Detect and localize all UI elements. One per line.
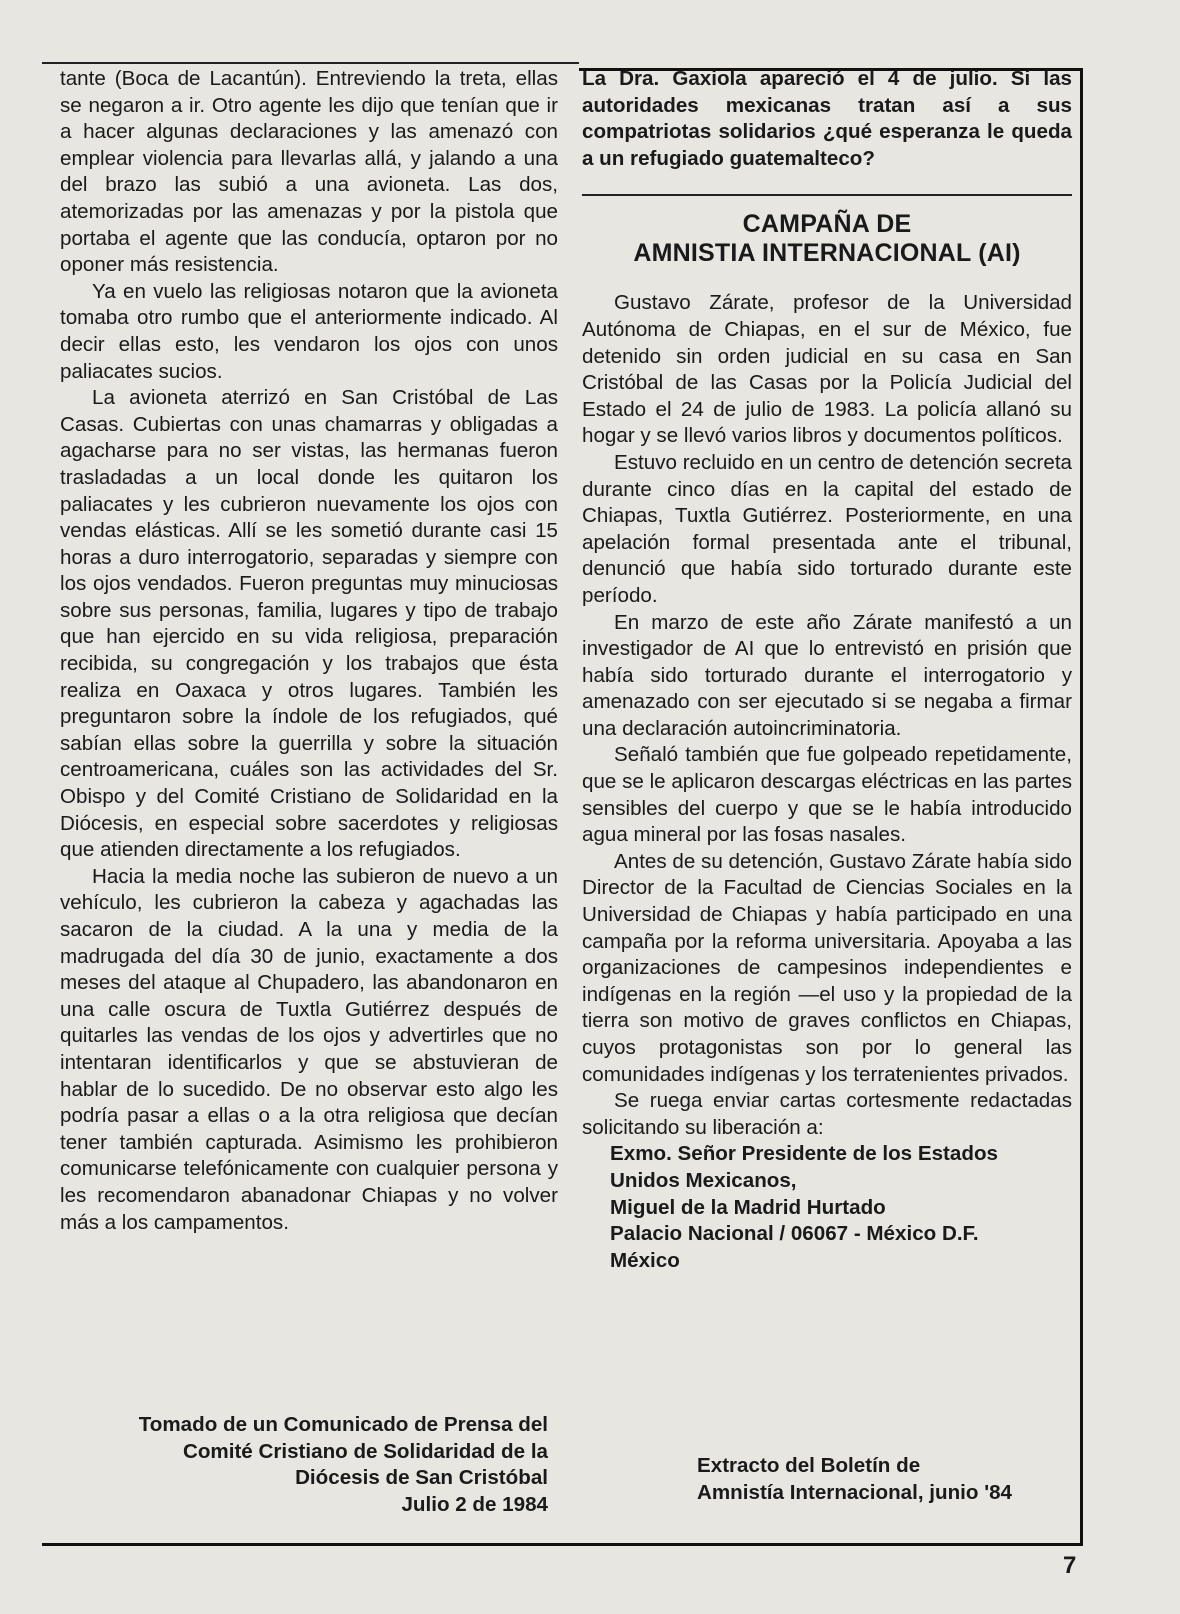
left-source-credit <box>60 1412 548 1518</box>
right-column <box>582 66 1072 1274</box>
headline-line: CAMPAÑA DE <box>742 210 912 239</box>
left-column <box>60 66 558 1236</box>
headline-line: AMNISTIA INTERNACIONAL (AI) <box>633 239 1021 268</box>
page-number: 7 <box>1063 1552 1077 1579</box>
address-line: Palacio Nacional / 06067 - México D.F. <box>610 1222 979 1246</box>
right-source-line: Amnistía Internacional, junio '84 <box>697 1480 1013 1504</box>
left-paragraph-2: Ya en vuelo las religiosas notaron que la avioneta tomaba otro rumbo que el anteriormente indicado. Al decir ellas esto, les vendaron los ojos con unos paliacates sucios. <box>60 279 558 383</box>
right-paragraph-4: Señaló también que fue golpeado repetidamente, que se le aplicaron descargas eléctricas en las partes sensibles del cuerpo y que se le había introducido agua mineral por las fosas nasales. <box>582 743 1072 847</box>
mailing-address <box>610 1141 1072 1274</box>
section-headline <box>582 210 1072 268</box>
address-line: México <box>610 1248 680 1272</box>
right-border-rule <box>1080 68 1083 1546</box>
left-source-line: Diócesis de San Cristóbal <box>295 1466 548 1490</box>
right-paragraph-5: Antes de su detención, Gustavo Zárate había sido Director de la Facultad de Ciencias Sociales en la Universidad de Chiapas y había participado en una campaña por la reforma universitaria. Apoyaba a las organizaciones de campesinos independientes e indígenas en la región —el uso y la propiedad de la tierra son motivo de graves conflictos en Chiapas, cuyos protagonistas son por lo general las comunidades indígenas y los terratenientes privados. <box>582 849 1072 1086</box>
lead-paragraph: La Dra. Gaxiola apareció el 4 de julio. Si las autoridades mexicanas tratan así a sus compatriotas solidarios ¿qué esperanza le queda a un refugiado guatemalteco? <box>582 67 1072 170</box>
right-source-credit <box>697 1453 1067 1506</box>
left-paragraph-4: Hacia la media noche las subieron de nuevo a un vehículo, les cubrieron la cabeza y agachadas las sacaron de la ciudad. A la una y media de la madrugada del día 30 de junio, exactamente a dos meses del ataque al Chupadero, las abandonaron en una calle oscura de Tuxtla Gutiérrez después de quitarles las vendas de los ojos y advertirles que no intentaran identificarlos y que se abstuvieran de hablar de lo sucedido. De no observar esto algo les podría pasar a ellas o a la otra religiosa que decían tener también capturada. Asimismo les prohibieron comunicarse telefónicamente con cualquier persona y les recomendaron abanadonar Chiapas y no volver más a los campamentos. <box>60 864 558 1234</box>
left-source-line: Comité Cristiano de Solidaridad de la <box>182 1439 548 1463</box>
right-paragraph-6: Se ruega enviar cartas cortesmente redactadas solicitando su liberación a: <box>582 1089 1072 1139</box>
left-source-line: Julio 2 de 1984 <box>401 1492 548 1516</box>
right-paragraph-2: Estuvo recluido en un centro de detención secreta durante cinco días en la capital del estado de Chiapas, Tuxtla Gutiérrez. Posteriormente, en una apelación formal presentada ante el tribunal, denunció que había sido torturado durante este período. <box>582 450 1072 607</box>
address-line: Exmo. Señor Presidente de los Estados <box>610 1142 998 1166</box>
left-paragraph-3: La avioneta aterrizó en San Cristóbal de Las Casas. Cubiertas con unas chamarras y obligadas a agacharse para no ser vistas, las hermanas fueron trasladadas a un local donde les quitaron los paliacates y les cubrieron nuevamente los ojos con vendas elásticas. Allí se les sometió durante casi 15 horas a duro interrogatorio, separadas y siempre con los ojos vendados. Fueron preguntas muy minuciosas sobre sus personas, familia, lugares y tipo de trabajo que han ejercido en su vida religiosa, preparación recibida, su congregación y los trabajos que ésta realiza en Oaxaca y otros lugares. También les preguntaron sobre la índole de los refugiados, qué sabían ellas sobre la guerrilla y sobre la situación centroamericana, cuáles son las actividades del Sr. Obispo y del Comité Cristiano de Solidaridad en la Diócesis, en especial sobre sacerdotes y religiosas que atienden directamente a los refugiados. <box>60 386 558 862</box>
right-paragraph-1: Gustavo Zárate, profesor de la Universidad Autónoma de Chiapas, en el sur de México, fue detenido sin orden judicial en su casa en San Cristóbal de las Casas por la Policía Judicial del Estado el 24 de julio de 1983. La policía allanó su hogar y se llevó varios libros y documentos políticos. <box>582 291 1072 448</box>
section-divider <box>582 194 1072 196</box>
left-source-line: Tomado de un Comunicado de Prensa del <box>138 1413 548 1436</box>
bottom-rule <box>42 1543 1083 1546</box>
address-line: Miguel de la Madrid Hurtado <box>610 1195 886 1219</box>
top-rule-left <box>42 62 579 64</box>
right-paragraph-3: En marzo de este año Zárate manifestó a un investigador de AI que lo entrevistó en prisión que había sido torturado durante el interrogatorio y amenazado con ser ejecutado si se negaba a firmar una declaración autoincriminatoria. <box>582 610 1072 740</box>
address-line: Unidos Mexicanos, <box>610 1168 797 1192</box>
left-paragraph-1: tante (Boca de Lacantún). Entreviendo la treta, ellas se negaron a ir. Otro agente les dijo que tenían que ir a hacer algunas declaraciones y las amenazó con emplear violencia para llevarlas allá, y jalando a una del brazo las subió a una avioneta. Las dos, atemorizadas por las amenazas y por la pistola que portaba el agente que las conducía, optaron por no oponer más resistencia. <box>60 67 558 277</box>
right-source-line: Extracto del Boletín de <box>697 1454 921 1477</box>
